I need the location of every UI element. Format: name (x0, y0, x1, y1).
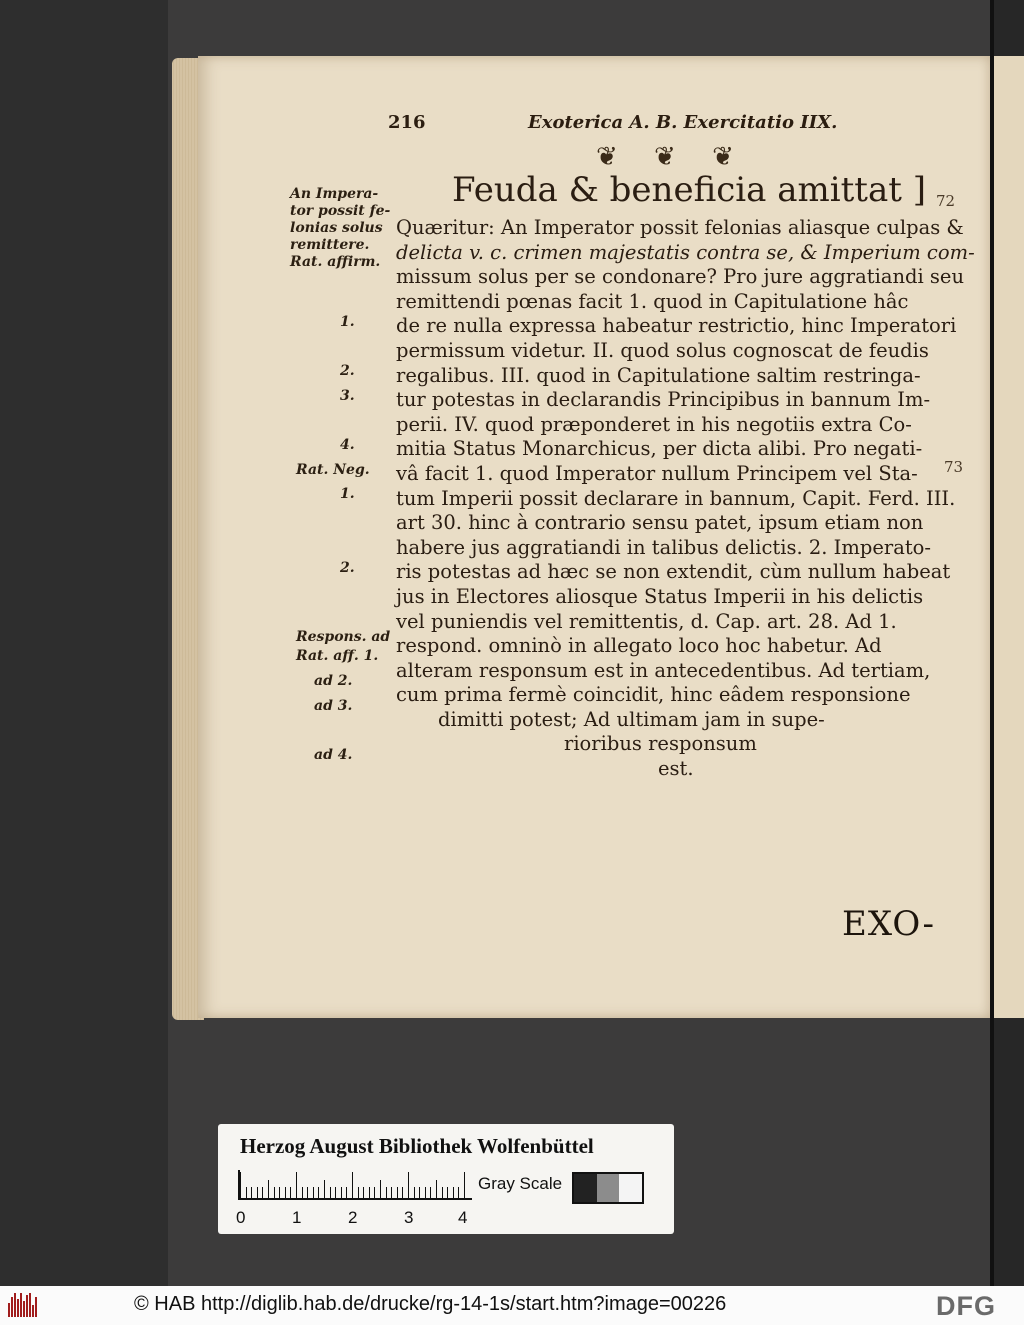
text-line: permissum videtur. II. quod solus cognoscat de feudis (396, 338, 929, 362)
text-line: missum solus per se condonare? Pro jure aggratiandi seu (396, 265, 965, 289)
margin-heading-line: remittere. (290, 237, 370, 253)
marginal-number-73: 73 (944, 458, 964, 476)
page-number: 216 (388, 112, 426, 133)
ruler-label: 1 (292, 1208, 302, 1227)
text-line: rioribus responsum (564, 732, 757, 756)
ruler-tick (430, 1187, 431, 1198)
ruler-tick (380, 1180, 381, 1198)
footer-bar (0, 1286, 1024, 1325)
text-line: ris potestas ad hæc se non extendit, cùm nullum habeat (396, 560, 951, 584)
margin-heading-line: tor possit fe- (290, 203, 391, 219)
ruler-tick (346, 1187, 347, 1198)
body-text (396, 216, 975, 782)
margin-note: ad 3. (314, 698, 353, 714)
copyright-url[interactable]: © HAB http://diglib.hab.de/drucke/rg-14-1s/start.htm?image=00226 (134, 1293, 727, 1315)
dfg-logo: DFG (936, 1291, 996, 1321)
ruler-tick (453, 1187, 454, 1198)
ruler-tick (335, 1187, 336, 1198)
margin-heading-line: An Impera- (290, 186, 379, 202)
ruler-tick (313, 1187, 314, 1198)
hab-logo-icon (8, 1293, 40, 1317)
text-line: remittendi pœnas facit 1. quod in Capitulatione hâc (396, 289, 909, 313)
gray-swatch (619, 1174, 642, 1202)
ruler-label: 2 (348, 1208, 358, 1227)
text-line: de re nulla expressa habeatur restrictio, hinc Imperatori (396, 314, 957, 338)
library-name: Herzog August Bibliothek Wolfenbüttel (240, 1134, 594, 1158)
ruler-tick (464, 1172, 465, 1198)
margin-note: Rat. Neg. (296, 462, 370, 478)
text-line: delicta v. c. crimen majestatis contra se, & Imperium com- (396, 240, 975, 264)
ruler-tick (330, 1187, 331, 1198)
ruler-tick (408, 1172, 409, 1198)
book-page (198, 56, 990, 1018)
ruler-tick (436, 1180, 437, 1198)
ruler-tick (296, 1172, 297, 1198)
text-line: vel puniendis vel remittentis, d. Cap. art. 28. Ad 1. (396, 609, 897, 633)
ruler-tick (358, 1187, 359, 1198)
ruler-tick (414, 1187, 415, 1198)
margin-note: 4. (340, 437, 355, 453)
text-line: est. (658, 757, 694, 781)
ruler-tick (352, 1172, 353, 1198)
text-line: perii. IV. quod præponderet in his negotiis extra Co- (396, 412, 912, 436)
ruler-tick (324, 1180, 325, 1198)
margin-note: 2. (340, 560, 355, 576)
ruler-tick (251, 1187, 252, 1198)
ruler-tick (341, 1187, 342, 1198)
text-line: vâ facit 1. quod Imperator nullum Principem vel Sta- (396, 461, 918, 485)
margin-heading-line: lonias solus (290, 220, 383, 236)
margin-heading-line: Rat. affirm. (290, 254, 381, 270)
ruler-tick (374, 1187, 375, 1198)
text-line: regalibus. III. quod in Capitulatione saltim restringa- (396, 363, 921, 387)
ruler-tick (442, 1187, 443, 1198)
ruler-tick (397, 1187, 398, 1198)
gray-scale-label: Gray Scale (478, 1174, 563, 1193)
library-color-card (218, 1124, 674, 1234)
text-line: mitia Status Monarchicus, per dicta alibi. Pro negati- (396, 437, 923, 461)
margin-note: 2. (340, 363, 355, 379)
gray-scale-swatches (572, 1172, 644, 1204)
text-line: Quæritur: An Imperator possit felonias aliasque culpas & (396, 216, 964, 239)
margin-note: 1. (340, 486, 355, 502)
ruler-tick (307, 1187, 308, 1198)
margin-heading (290, 186, 390, 271)
text-line: habere jus aggratiandi in talibus delictis. 2. Imperato- (396, 535, 931, 559)
section-title: Feuda & beneficia amittat ] (452, 170, 926, 210)
margin-note: Rat. aff. 1. (296, 648, 379, 664)
ruler-tick (458, 1187, 459, 1198)
gutter-strip (990, 0, 994, 1286)
running-title: Exoterica A. B. Exercitatio IIX. (528, 112, 838, 133)
ruler-tick (386, 1187, 387, 1198)
ruler-tick (279, 1187, 280, 1198)
scale-ruler (238, 1170, 472, 1200)
gray-swatch (597, 1174, 620, 1202)
ruler-tick (425, 1187, 426, 1198)
ruler-tick (318, 1187, 319, 1198)
ruler-tick (302, 1187, 303, 1198)
text-line: jus in Electores aliosque Status Imperii in his delictis (396, 584, 924, 608)
ruler-tick (447, 1187, 448, 1198)
text-line: art 30. hinc à contrario sensu patet, ipsum etiam non (396, 511, 924, 535)
ruler-label: 3 (404, 1208, 414, 1227)
ruler-tick (285, 1187, 286, 1198)
text-line: tum Imperii possit declarare in bannum, Capit. Ferd. III. (396, 486, 956, 510)
catchword: EXO- (842, 904, 936, 944)
margin-note: Respons. ad (296, 629, 391, 645)
margin-note: 3. (340, 388, 355, 404)
text-line: respond. omninò in allegato loco hoc habetur. Ad (396, 634, 882, 658)
ruler-tick (262, 1187, 263, 1198)
ruler-tick (274, 1187, 275, 1198)
margin-note: ad 2. (314, 673, 353, 689)
ruler-tick (240, 1172, 241, 1198)
text-line: alteram responsum est in antecedentibus. Ad tertiam, (396, 658, 931, 682)
marginal-number-72: 72 (936, 192, 956, 210)
ruler-tick (363, 1187, 364, 1198)
margin-note: ad 4. (314, 747, 353, 763)
ornament: ❦ ❦ ❦ (596, 142, 748, 172)
margin-note: 1. (340, 314, 355, 330)
ruler-tick (369, 1187, 370, 1198)
text-line: dimitti potest; Ad ultimam jam in supe- (438, 707, 825, 731)
background-left (0, 0, 168, 1286)
text-line: cum prima fermè coincidit, hinc eâdem responsione (396, 683, 911, 707)
ruler-tick (402, 1187, 403, 1198)
ruler-tick (257, 1187, 258, 1198)
next-page-edge (994, 56, 1024, 1018)
ruler-label: 0 (236, 1208, 246, 1227)
ruler-tick (419, 1187, 420, 1198)
ruler-tick (290, 1187, 291, 1198)
ruler-tick (391, 1187, 392, 1198)
gray-swatch (574, 1174, 597, 1202)
ruler-tick (268, 1180, 269, 1198)
text-line: tur potestas in declarandis Principibus in bannum Im- (396, 388, 931, 412)
ruler-tick (246, 1187, 247, 1198)
ruler-label: 4 (458, 1208, 468, 1227)
